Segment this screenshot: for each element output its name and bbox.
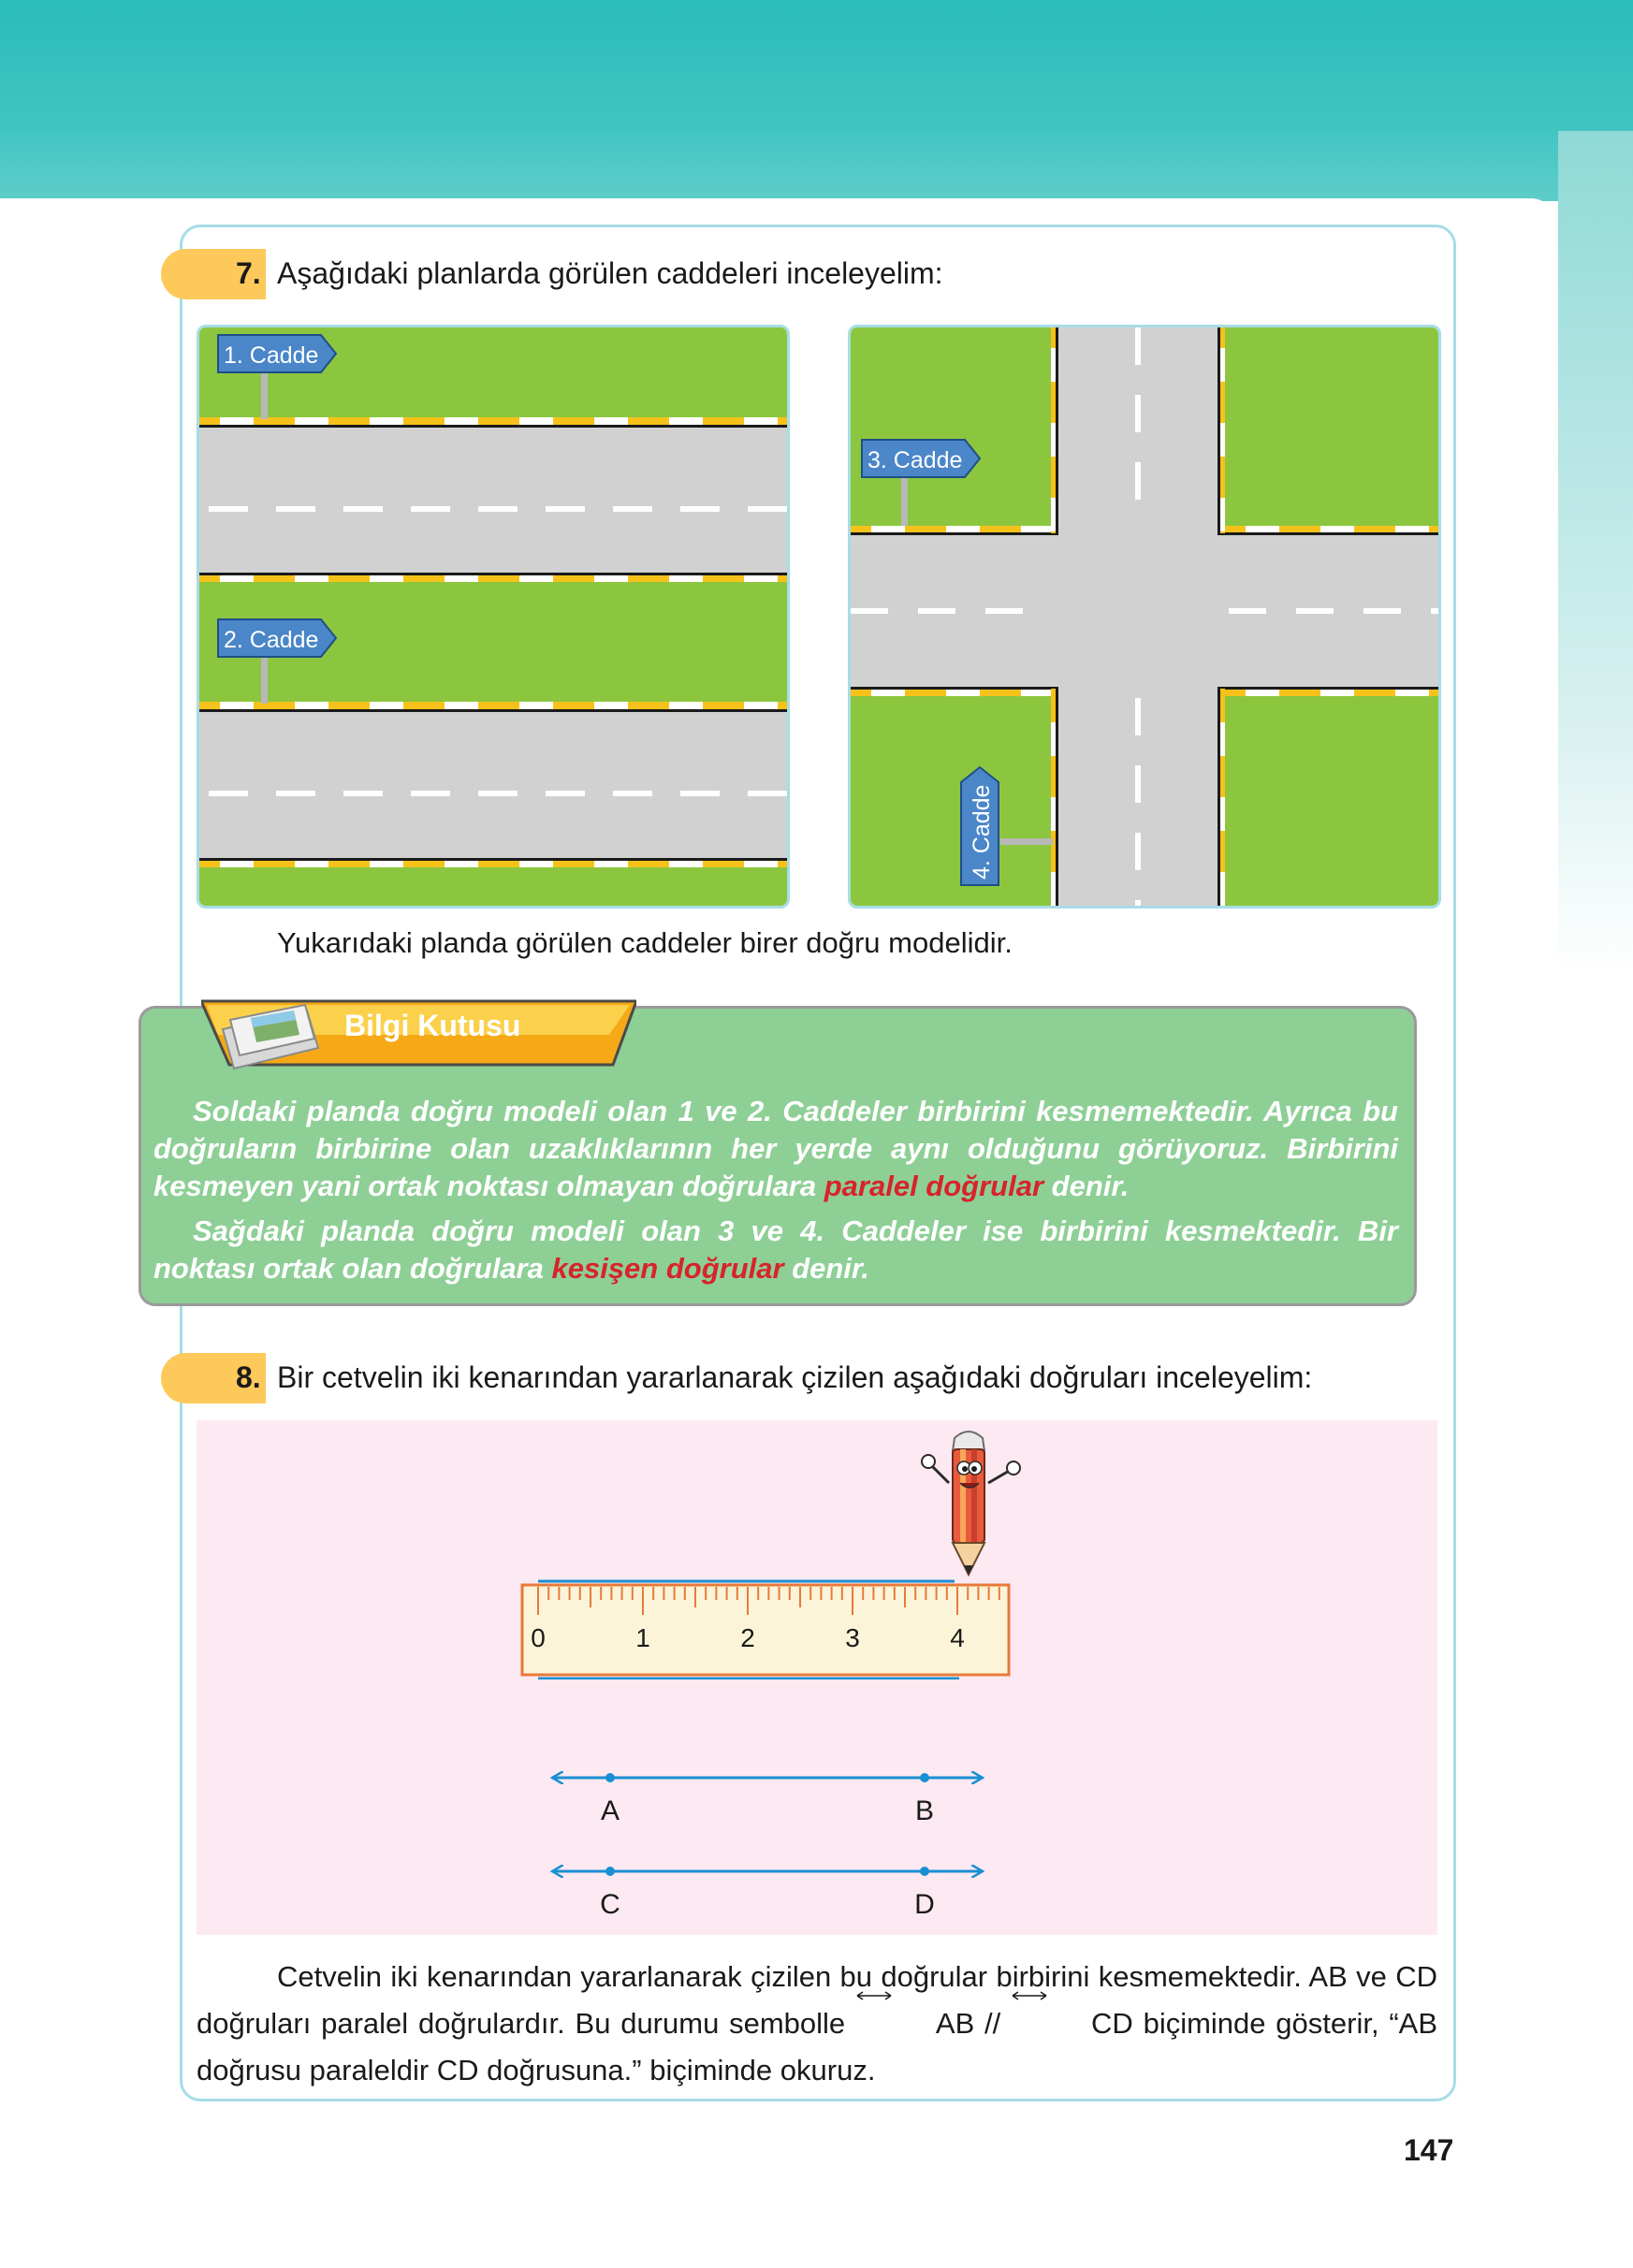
point-b-label: B xyxy=(914,1796,935,1826)
point-d-dot xyxy=(920,1867,929,1876)
parallel-streets-svg xyxy=(199,327,787,906)
street-sign-3-label: 3. Cadde xyxy=(868,447,963,473)
parallel-lines-explanation xyxy=(197,1954,1437,2094)
info-paragraph-1 xyxy=(153,1093,1398,1205)
question-8-text: Bir cetvelin iki kenarından yararlanarak çizilen aşağıdaki doğruları inceleyelim: xyxy=(277,1360,1313,1394)
ruler-number-0: 0 xyxy=(531,1623,546,1652)
ruler-number-1: 1 xyxy=(635,1623,650,1652)
question-7-text: Aşağıdaki planlarda görülen caddeleri inceleyelim: xyxy=(277,256,943,290)
street-sign-1-label: 1. Cadde xyxy=(224,342,319,369)
term-intersecting-lines: kesişen doğrular xyxy=(551,1252,784,1285)
parallel-symbol: // xyxy=(974,2007,1012,2040)
point-b-dot xyxy=(920,1773,929,1782)
line-overarrow-ab xyxy=(855,1991,893,2000)
info-paragraph-1-end: denir. xyxy=(1043,1170,1130,1202)
symbol-ab-text: AB xyxy=(935,2007,975,2040)
parallel-streets-plan xyxy=(197,325,790,909)
plan-caption: Yukarıdaki planda görülen caddeler birer doğru modelidir. xyxy=(277,926,1013,959)
info-box-icon xyxy=(213,992,326,1076)
ruler-number-3: 3 xyxy=(845,1623,860,1652)
question-8-number: 8. xyxy=(236,1360,261,1394)
symbol-line-cd xyxy=(1011,2000,1133,2047)
point-a-label: A xyxy=(600,1796,620,1826)
symbol-line-ab xyxy=(855,2000,974,2047)
explanation-text-end: biçiminde gösterir, “AB doğrusu paraleldir CD doğrusuna.” biçiminde okuruz. xyxy=(197,2007,1438,2086)
info-paragraph-1-text: Soldaki planda doğru modeli olan 1 ve 2. Caddeler birbirini kesmemektedir. Ayrıca bu doğruların birbirine olan uzaklıklarının her yerde aynı olduğunu görüyoruz. Birbirini kesmeyen yani ortak noktası olmayan doğrulara xyxy=(153,1095,1398,1202)
point-c-label: C xyxy=(600,1889,620,1920)
page-number: 147 xyxy=(1404,2133,1454,2167)
pencil-character xyxy=(917,1427,1029,1581)
ruler-number-2: 2 xyxy=(740,1623,755,1652)
street-sign-2-label: 2. Cadde xyxy=(224,627,319,653)
info-paragraph-2 xyxy=(153,1213,1398,1287)
symbol-cd-text: CD xyxy=(1091,2007,1133,2040)
intersecting-streets-plan xyxy=(848,325,1441,909)
point-c-dot xyxy=(605,1867,615,1876)
point-a-dot xyxy=(605,1773,615,1782)
intersecting-streets-svg xyxy=(851,327,1438,906)
line-overarrow-cd xyxy=(1011,1991,1048,2000)
ruler-number-4: 4 xyxy=(950,1623,965,1652)
info-paragraph-2-text: Sağdaki planda doğru modeli olan 3 ve 4. Caddeler ise birbirini kesmektedir. Bir noktası ortak olan doğrulara xyxy=(153,1214,1398,1285)
point-d-label: D xyxy=(914,1889,935,1920)
street-sign-4-label: 4. Cadde xyxy=(969,784,995,880)
parallel-lines-diagram xyxy=(543,1759,992,1927)
info-paragraph-2-end: denir. xyxy=(783,1252,869,1285)
explanation-text: Cetvelin iki kenarından yararlanarak çizilen bu doğrular birbirini kesmemektedir. AB ve CD doğruları paralel doğrulardır. Bu durumu sembolle xyxy=(197,1960,1437,2040)
ruler-graphic xyxy=(515,1572,1020,1679)
term-parallel-lines: paralel doğrular xyxy=(824,1170,1044,1202)
question-7-number: 7. xyxy=(236,256,261,290)
info-box-title: Bilgi Kutusu xyxy=(344,1009,521,1042)
side-gradient xyxy=(1558,131,1633,973)
page-header-band xyxy=(0,0,1633,201)
